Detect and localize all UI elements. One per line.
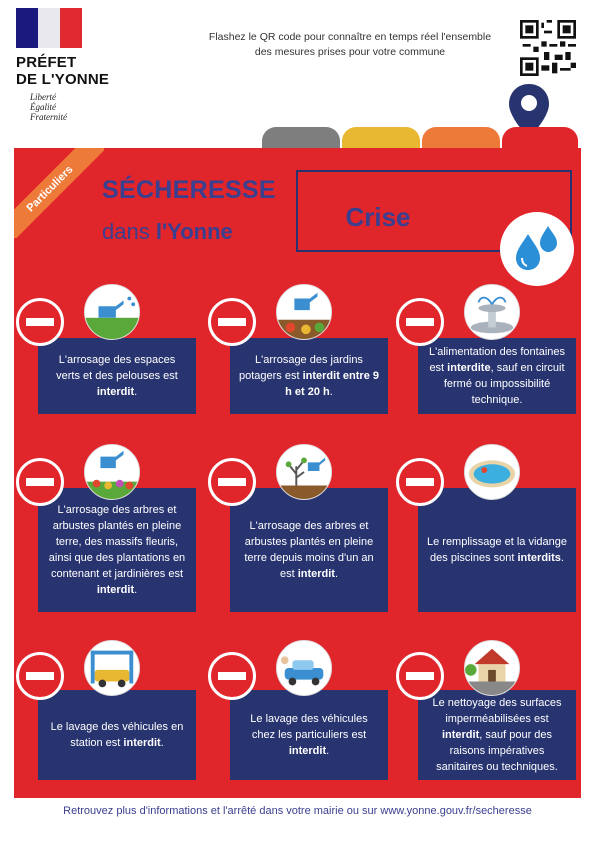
house-surface-icon bbox=[464, 640, 520, 696]
car-wash-station-icon bbox=[84, 640, 140, 696]
no-entry-icon bbox=[16, 652, 64, 700]
measure-card bbox=[230, 690, 388, 780]
measure-text: Le lavage des véhicules chez les particuliers est interdit. bbox=[250, 713, 368, 757]
measure-card bbox=[38, 488, 196, 612]
watering-flowers-icon bbox=[84, 444, 140, 500]
no-entry-icon bbox=[396, 458, 444, 506]
no-entry-icon bbox=[208, 652, 256, 700]
measure-text: L'arrosage des espaces verts et des pelouses est interdit. bbox=[56, 354, 178, 398]
measure-card bbox=[230, 338, 388, 414]
measure-text: L'arrosage des arbres et arbustes plantés en pleine terre, des massifs fleuris, ainsi que des plantations en contenant et jardinières est interdit. bbox=[48, 504, 186, 596]
no-entry-icon bbox=[16, 458, 64, 506]
measure-card bbox=[38, 338, 196, 414]
measure-card bbox=[418, 338, 576, 414]
watering-lawn-icon bbox=[84, 284, 140, 340]
fountain-icon bbox=[464, 284, 520, 340]
watering-tree-icon bbox=[276, 444, 332, 500]
level-label: Crise bbox=[345, 202, 411, 232]
measure-card bbox=[38, 690, 196, 780]
devise: Liberté Égalité Fraternité bbox=[30, 92, 67, 122]
measure-card bbox=[418, 690, 576, 780]
audience-ribbon: Particuliers bbox=[14, 148, 104, 238]
clock-garden-icon bbox=[276, 284, 332, 340]
qr-code-icon[interactable] bbox=[520, 20, 576, 76]
pool-icon bbox=[464, 444, 520, 500]
no-entry-icon bbox=[16, 298, 64, 346]
prefet-title: PRÉFET DE L'YONNE bbox=[16, 54, 110, 88]
main-title: SÉCHERESSE bbox=[102, 176, 276, 204]
marianne-logo bbox=[16, 8, 86, 48]
car-washing-home-icon bbox=[276, 640, 332, 696]
measure-text: Le lavage des véhicules en station est interdit. bbox=[50, 721, 184, 749]
measure-card bbox=[418, 488, 576, 612]
measure-card bbox=[230, 488, 388, 612]
measure-text: Le nettoyage des surfaces imperméabilisées est interdit, sauf pour des raisons impératives sanitaires ou techniques. bbox=[432, 697, 562, 773]
water-drops-icon bbox=[500, 212, 574, 286]
measure-text: L'alimentation des fontaines est interdite, sauf en circuit fermé ou impossibilité technique. bbox=[428, 346, 566, 406]
measure-text: Le remplissage et la vidange des piscines sont interdits. bbox=[426, 536, 568, 564]
footer-info: Retrouvez plus d'informations et l'arrêté dans votre mairie ou sur www.yonne.gouv.fr/secheresse bbox=[14, 796, 581, 824]
no-entry-icon bbox=[396, 298, 444, 346]
no-entry-icon bbox=[208, 458, 256, 506]
no-entry-icon bbox=[208, 298, 256, 346]
main-subtitle: dans l'Yonne bbox=[102, 219, 233, 244]
qr-instruction-text: Flashez le QR code pour connaître en temps réel l'ensemble des mesures prises pour votre commune bbox=[208, 31, 492, 58]
measure-text: L'arrosage des jardins potagers est interdit entre 9 h et 20 h. bbox=[239, 354, 379, 398]
measure-text: L'arrosage des arbres et arbustes plantés en pleine terre depuis moins d'un an est interdit. bbox=[244, 520, 374, 580]
no-entry-icon bbox=[396, 652, 444, 700]
